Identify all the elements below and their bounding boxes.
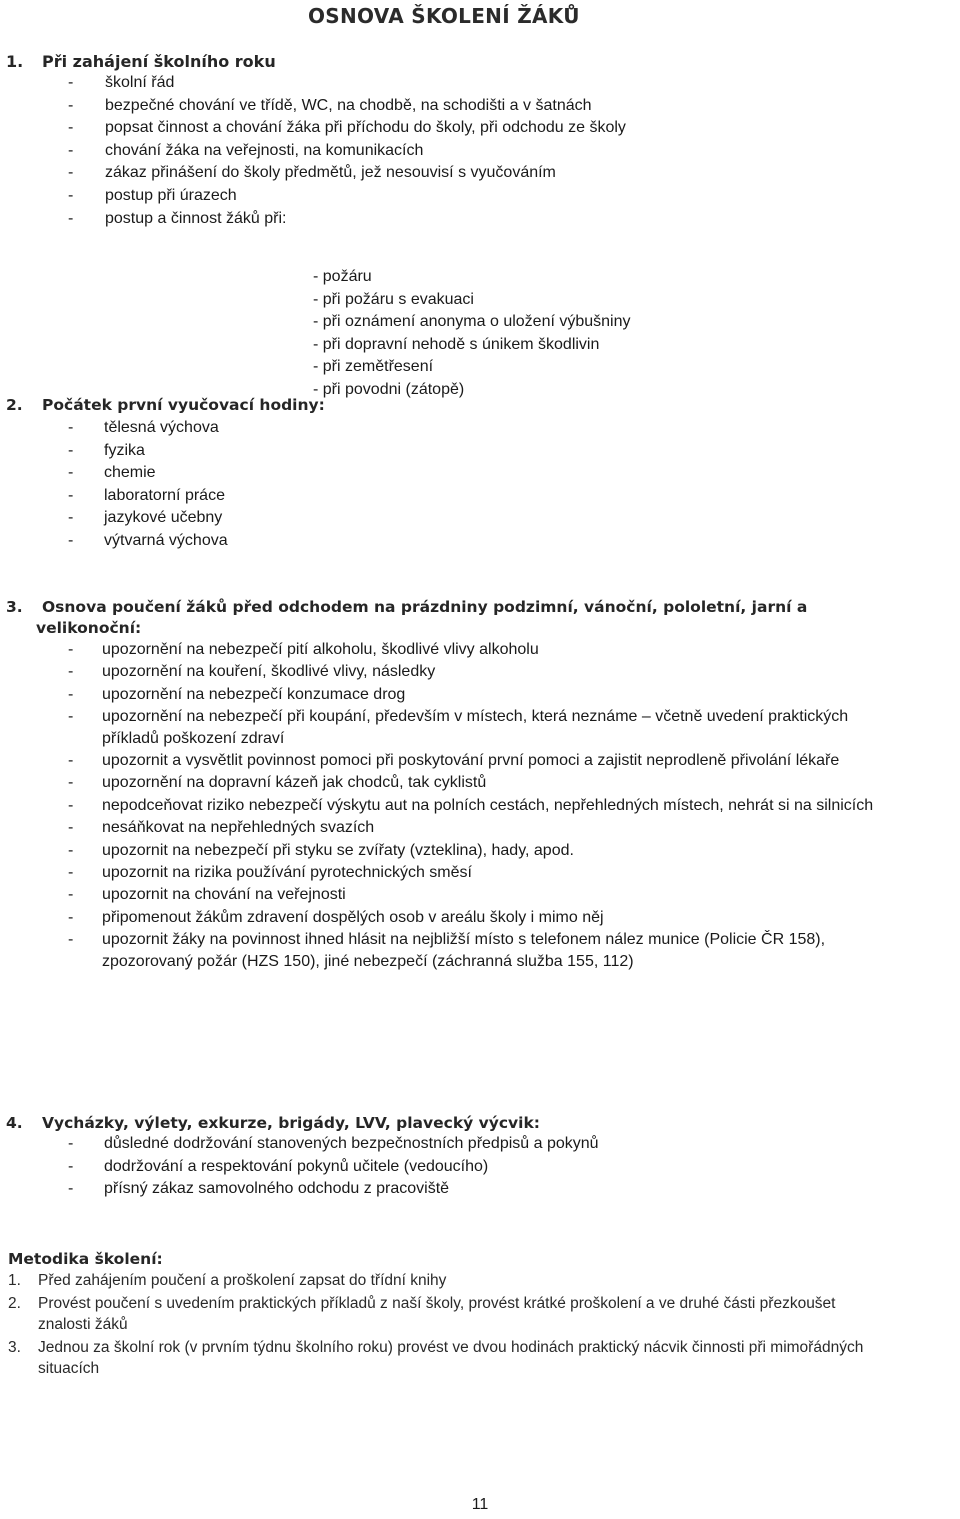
list-item-text: připomenout žákům zdravení dospělých osob v areálu školy i mimo něj [102, 908, 604, 926]
item-text: Jednou za školní rok (v prvním týdnu školního roku) provést ve dvou hodinách praktický nácvik činnosti při mimořádných situacích [38, 1339, 864, 1377]
sublist-item: - při povodni (zátopě) [313, 380, 465, 398]
sublist-item: - při požáru s evakuaci [313, 290, 474, 308]
list-item-text: upozornit a vysvětlit povinnost pomoci při poskytování první pomoci a zajistit neprodleně přivolání lékaře [102, 752, 840, 770]
bullet-dash: - [68, 663, 74, 681]
section-3 [0, 597, 960, 973]
bullet-dash: - [68, 531, 74, 549]
list-item-text: upozornit žáky na povinnost ihned hlásit na nejbližší místo s telefonem nález munice (Policie ČR 158), zpozorovaný požár (HZS 150), jiné nebezpečí (záchranná služba 155, 112) [102, 931, 826, 970]
section-4 [0, 1113, 960, 1201]
bullet-dash: - [68, 419, 74, 436]
bullet-dash: - [68, 841, 74, 859]
list-item [0, 530, 960, 553]
list-item-text: upozornění na nebezpečí pití alkoholu, škodlivé vlivy alkoholu [102, 641, 539, 658]
list-item-text: upozornění na nebezpečí při koupání, především v místech, která neznáme – včetně uvedení praktických příkladů poškození zdraví [102, 708, 849, 747]
section-2-heading [0, 395, 960, 415]
methodology [0, 1248, 960, 1381]
list-item [0, 929, 960, 972]
section-title: Počátek první vyučovací hodiny: [42, 396, 325, 414]
sublist-item: - při oznámení anonyma o uložení výbušniny [313, 313, 631, 331]
bullet-dash: - [68, 74, 74, 91]
bullet-dash: - [68, 708, 74, 726]
bullet-dash: - [68, 1180, 74, 1198]
methodology-list [0, 1270, 960, 1379]
bullet-dash: - [68, 641, 74, 658]
list-item [0, 907, 960, 928]
bullet-dash: - [68, 1157, 74, 1175]
list-item [0, 772, 960, 793]
bullet-dash: - [68, 509, 74, 527]
bullet-dash: - [68, 96, 74, 114]
list-item-text: tělesná výchova [104, 419, 219, 436]
section-4-list [0, 1133, 960, 1201]
list-item-text: upozornění na dopravní kázeň jak chodců, tak cyklistů [102, 774, 487, 792]
list-item-text: přísný zákaz samovolného odchodu z pracoviště [104, 1180, 450, 1198]
section-2 [0, 395, 960, 553]
bullet-dash: - [68, 119, 74, 137]
bullet-dash: - [68, 441, 74, 459]
bullet-dash: - [68, 796, 74, 814]
section-1-heading [0, 52, 960, 72]
item-number: 2. [8, 1295, 21, 1312]
list-item-text: upozornit na chování na veřejnosti [102, 886, 346, 904]
list-item [0, 162, 960, 185]
list-item [0, 72, 960, 95]
list-item [0, 817, 960, 838]
document-title: OSNOVA ŠKOLENÍ ŽÁKŮ [308, 4, 580, 28]
sublist-item: - při dopravní nehodě s únikem škodlivin [313, 335, 600, 353]
section-3-heading [0, 597, 960, 617]
list-item [0, 684, 960, 705]
bullet-dash: - [68, 908, 74, 926]
list-item-text: upozornit na nebezpečí při styku se zvířaty (vzteklina), hady, apod. [102, 841, 574, 859]
bullet-dash: - [68, 685, 74, 703]
bullet-dash: - [68, 209, 74, 227]
methodology-heading: Metodika školení: [8, 1250, 163, 1268]
list-item [0, 485, 960, 508]
list-item-text: popsat činnost a chování žáka při příchodu do školy, při odchodu ze školy [105, 119, 626, 137]
emergency-sublist [313, 266, 631, 402]
list-item-text: nepodceňovat riziko nebezpečí výskytu aut na polních cestách, nepřehledných místech, nehrát si na silnicích [102, 796, 874, 814]
section-3-heading-cont: velikonoční: [36, 619, 142, 637]
section-number: 3. [6, 598, 23, 616]
list-item [0, 1178, 960, 1201]
bullet-dash: - [68, 886, 74, 904]
list-item-text: dodržování a respektování pokynů učitele (vedoucího) [104, 1157, 489, 1175]
bullet-dash: - [68, 164, 74, 182]
list-item-text: postup při úrazech [105, 186, 237, 204]
list-item [0, 117, 960, 140]
list-item [0, 417, 960, 440]
list-item-text: nesáňkovat na nepřehledných svazích [102, 819, 375, 837]
section-number: 2. [6, 396, 23, 414]
list-item [0, 462, 960, 485]
list-item-text: upozornit na rizika používání pyrotechnických směsí [102, 864, 472, 882]
list-item [0, 507, 960, 530]
page-number: 11 [471, 1496, 489, 1513]
section-title: Vycházky, výlety, exkurze, brigády, LVV, plavecký výcvik: [42, 1114, 540, 1132]
list-item [0, 661, 960, 682]
item-number: 3. [8, 1339, 21, 1356]
methodology-item [0, 1293, 960, 1335]
list-item-text: upozornění na nebezpečí konzumace drog [102, 685, 406, 703]
list-item [0, 795, 960, 816]
list-item [0, 185, 960, 208]
list-item-text: chemie [104, 464, 156, 482]
bullet-dash: - [68, 774, 74, 792]
section-number: 4. [6, 1114, 23, 1132]
sublist-item: - při zemětřesení [313, 358, 434, 376]
section-2-list [0, 417, 960, 553]
list-item [0, 884, 960, 905]
bullet-dash: - [68, 819, 74, 837]
list-item-text: bezpečné chování ve třídě, WC, na chodbě, na schodišti a v šatnách [105, 96, 592, 114]
list-item-text: laboratorní práce [104, 486, 225, 504]
list-item-text: jazykové učebny [104, 509, 223, 527]
list-item-text: zákaz přinášení do školy předmětů, jež nesouvisí s vyučováním [105, 164, 556, 182]
bullet-dash: - [68, 1135, 74, 1152]
section-title: Osnova poučení žáků před odchodem na prázdniny podzimní, vánoční, pololetní, jarní a [42, 598, 808, 616]
section-1 [0, 52, 960, 398]
bullet-dash: - [68, 931, 74, 949]
list-item [0, 862, 960, 883]
bullet-dash: - [68, 464, 74, 482]
item-number: 1. [8, 1272, 21, 1289]
list-item-text: postup a činnost žáků při: [105, 209, 287, 227]
bullet-dash: - [68, 752, 74, 770]
section-3-list [0, 639, 960, 972]
list-item [0, 140, 960, 163]
section-1-list [0, 72, 960, 230]
bullet-dash: - [68, 141, 74, 159]
list-item-text: chování žáka na veřejnosti, na komunikacích [105, 141, 424, 159]
list-item-text: výtvarná výchova [104, 531, 228, 549]
list-item [0, 1156, 960, 1179]
list-item [0, 208, 960, 231]
section-4-heading [0, 1113, 960, 1133]
list-item-text: školní řád [105, 74, 175, 91]
section-number: 1. [6, 52, 24, 71]
item-text: Provést poučení s uvedením praktických příkladů z naší školy, provést krátké proškolení a ve druhé části přezkoušet znalosti žáků [38, 1295, 836, 1333]
item-text: Před zahájením poučení a proškolení zapsat do třídní knihy [38, 1272, 447, 1289]
list-item-text: fyzika [104, 441, 145, 459]
list-item-text: důsledné dodržování stanovených bezpečnostních předpisů a pokynů [104, 1135, 599, 1152]
bullet-dash: - [68, 864, 74, 882]
list-item [0, 440, 960, 463]
bullet-dash: - [68, 186, 74, 204]
methodology-item [0, 1270, 960, 1291]
list-item [0, 840, 960, 861]
list-item [0, 706, 960, 749]
list-item [0, 95, 960, 118]
sublist-item: - požáru [313, 268, 372, 285]
list-item [0, 1133, 960, 1156]
list-item [0, 639, 960, 660]
section-title: Při zahájení školního roku [42, 52, 276, 71]
methodology-item [0, 1337, 960, 1379]
list-item-text: upozornění na kouření, škodlivé vlivy, následky [102, 663, 436, 681]
bullet-dash: - [68, 486, 74, 504]
list-item [0, 750, 960, 771]
